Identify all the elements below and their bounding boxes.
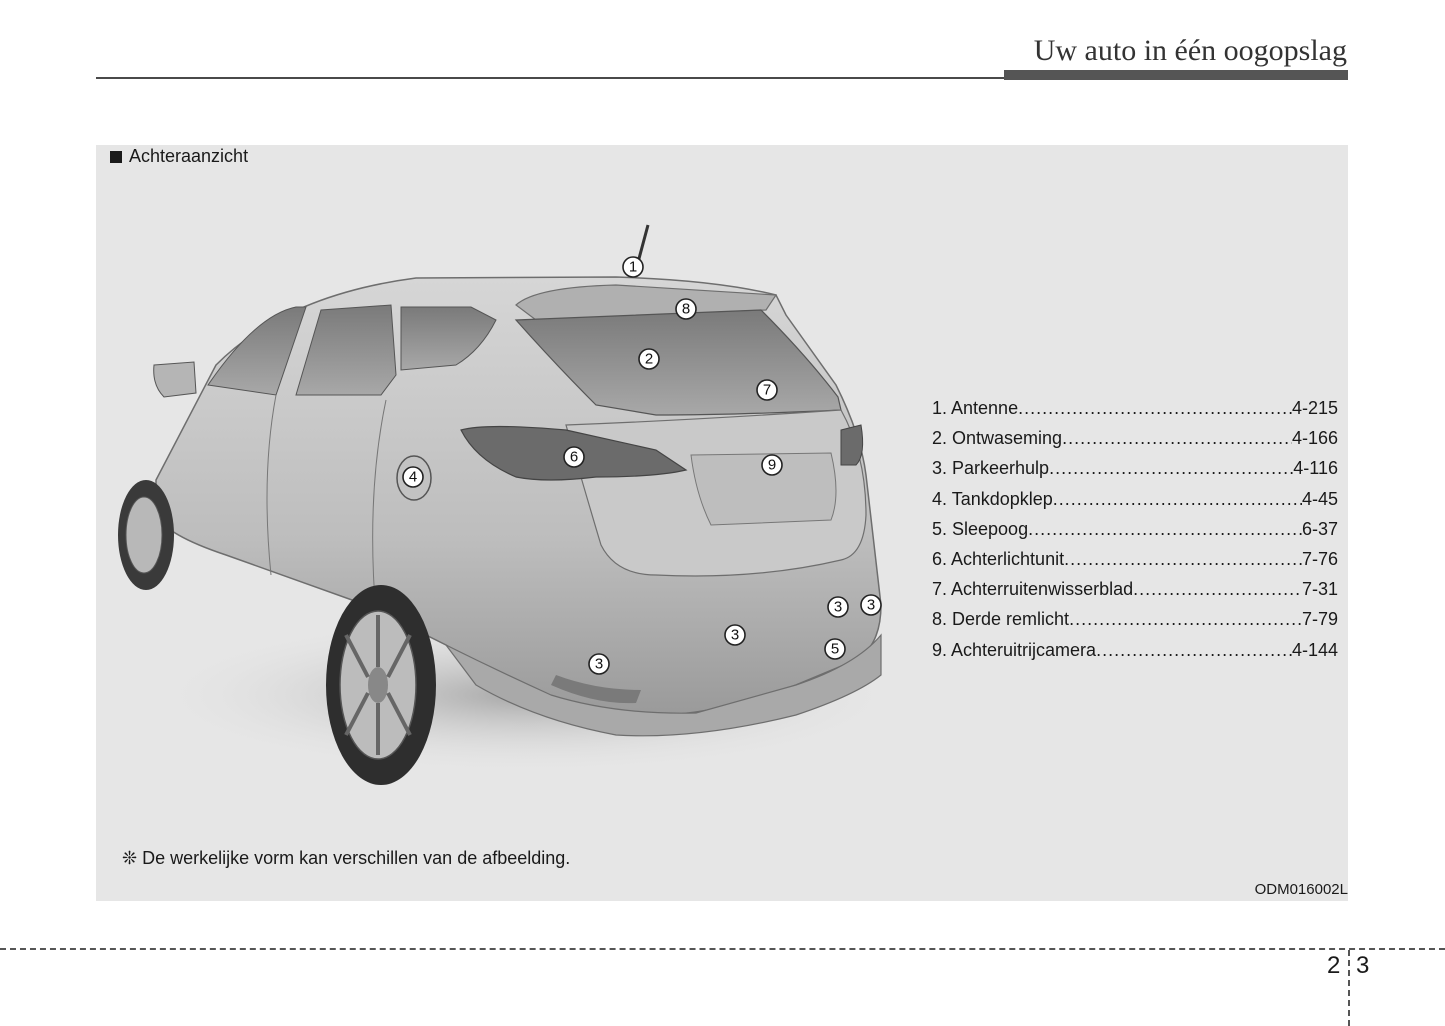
component-legend	[932, 393, 1338, 665]
callout-parking-sensor	[861, 595, 881, 615]
svg-text:7: 7	[762, 381, 772, 399]
svg-text:3: 3	[866, 596, 876, 614]
callout-parking-sensor	[725, 625, 745, 645]
figure-panel	[96, 145, 1348, 901]
disclaimer-note: ❊ De werkelijke vorm kan verschillen van de afbeelding.	[122, 848, 571, 868]
svg-text:9: 9	[767, 456, 777, 474]
svg-text:3: 3	[730, 626, 740, 644]
legend-item: 1. Antenne ..... 4-215	[932, 393, 1338, 423]
legend-item: 4. Tankdopklep ..... 4-45	[932, 484, 1338, 514]
callout-fuel-door	[403, 467, 423, 487]
callout-tow-hook	[825, 639, 845, 659]
legend-item: 8. Derde remlicht ..... 7-79	[932, 604, 1338, 634]
svg-text:5: 5	[830, 640, 840, 658]
svg-text:3: 3	[833, 598, 843, 616]
legend-item: 7. Achterruitenwisserblad ..... 7-31	[932, 574, 1338, 604]
square-bullet-icon	[110, 151, 122, 163]
legend-item: 6. Achterlichtunit ..... 7-76	[932, 544, 1338, 574]
header-rule	[96, 77, 1006, 79]
page-number: 3	[1356, 952, 1370, 979]
section-heading	[110, 146, 248, 167]
callout-parking-sensor	[589, 654, 609, 674]
section-title: Achteraanzicht	[129, 146, 249, 166]
chapter-number: 2	[1327, 952, 1341, 979]
callout-wiper	[757, 380, 777, 400]
svg-text:3: 3	[594, 655, 604, 673]
callout-antenna	[623, 257, 643, 277]
figure-code: ODM016002L	[1254, 881, 1348, 898]
callout-defroster	[639, 349, 659, 369]
callout-tail-light	[564, 447, 584, 467]
header-rule-accent	[1004, 70, 1348, 80]
svg-text:4: 4	[408, 468, 418, 486]
header-title: Uw auto in één oogopslag	[1033, 34, 1347, 67]
svg-text:2: 2	[644, 350, 654, 368]
footer-page-separator	[1348, 950, 1350, 1026]
callout-camera	[762, 455, 782, 475]
callout-parking-sensor	[828, 597, 848, 617]
legend-item: 9. Achteruitrijcamera ..... 4-144	[932, 635, 1338, 665]
legend-item: 2. Ontwaseming ..... 4-166	[932, 423, 1338, 453]
svg-text:1: 1	[628, 258, 638, 276]
legend-item: 3. Parkeerhulp ..... 4-116	[932, 453, 1338, 483]
callout-brake-light	[676, 299, 696, 319]
legend-item: 5. Sleepoog ..... 6-37	[932, 514, 1338, 544]
footer-divider	[0, 948, 1445, 950]
car-rear-view-illustration	[96, 215, 896, 795]
svg-text:6: 6	[569, 448, 579, 466]
svg-text:8: 8	[681, 300, 691, 318]
